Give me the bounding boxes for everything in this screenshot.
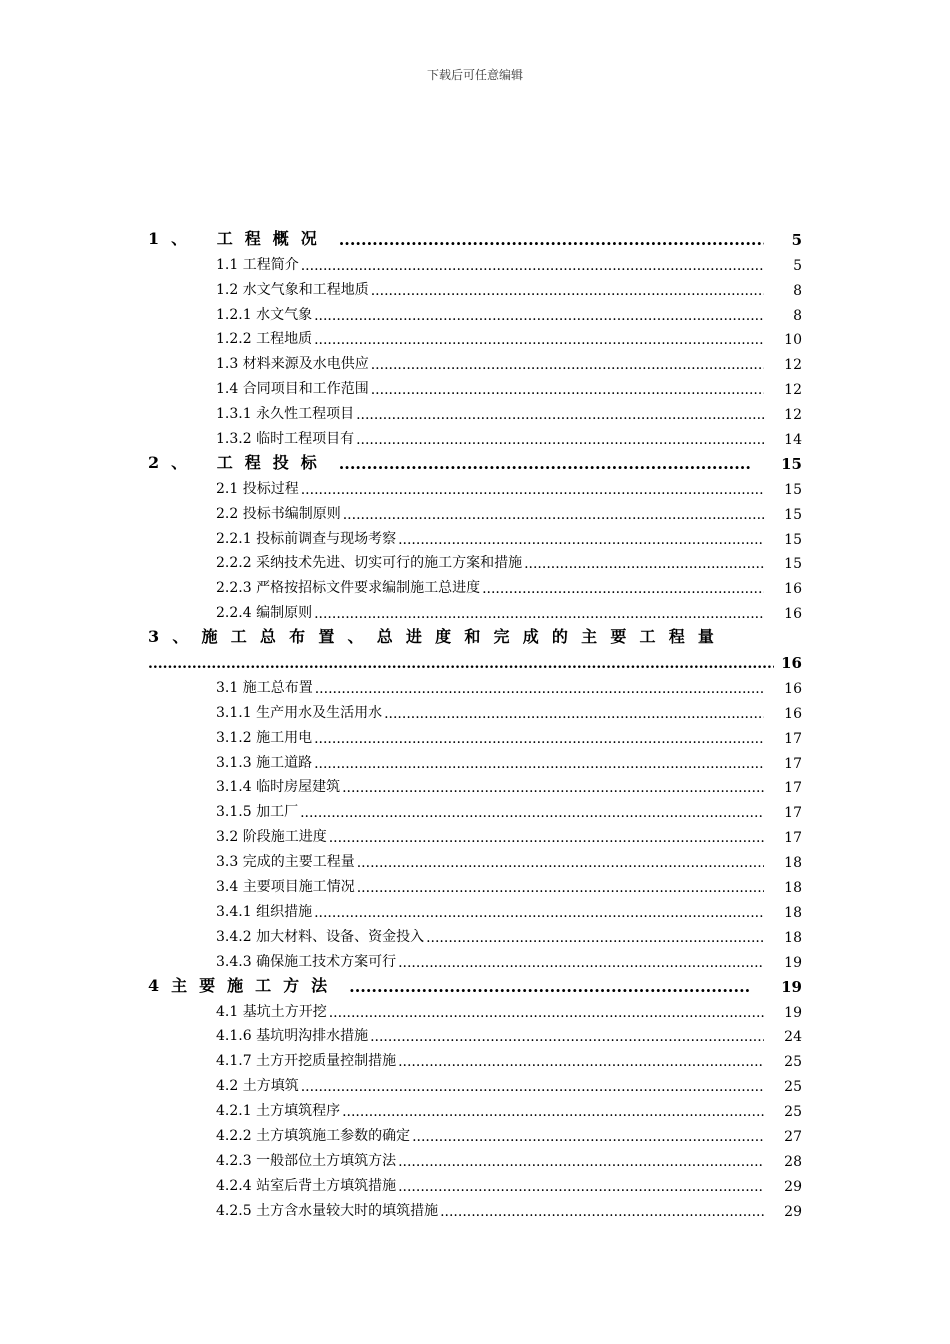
toc-page-number: 17 [784, 780, 802, 797]
toc-entry-label: 4.2.2 土方填筑施工参数的确定 [216, 1127, 411, 1144]
toc-page-number: 10 [784, 332, 802, 349]
toc-entry-label: 3.4 主要项目施工情况 [216, 879, 355, 896]
table-of-contents [148, 224, 802, 1220]
toc-page-number: 15 [784, 531, 802, 548]
toc-leader-dots [398, 1154, 764, 1170]
toc-entry-label: 2.2.4 编制原则 [216, 605, 313, 622]
toc-entry-label: 3.2 阶段施工进度 [216, 829, 327, 846]
toc-leader-dots [300, 805, 764, 821]
toc-entry[interactable] [148, 398, 802, 423]
toc-leader-dots [398, 1179, 764, 1195]
toc-entry[interactable] [148, 622, 802, 647]
toc-entry[interactable] [148, 772, 802, 797]
toc-entry[interactable] [148, 1120, 802, 1145]
toc-entry-label: 1.4 合同项目和工作范围 [216, 381, 369, 398]
toc-entry-label: 2.1 投标过程 [216, 480, 299, 497]
toc-entry[interactable] [148, 1095, 802, 1120]
toc-entry-label: 4主要施工方法 [148, 975, 340, 995]
toc-entry[interactable] [148, 747, 802, 772]
toc-entry-label: 3.3 完成的主要工程量 [216, 854, 355, 871]
toc-leader-dots [426, 930, 764, 946]
toc-leader-dots [349, 977, 750, 996]
toc-leader-dots [384, 706, 764, 722]
toc-entry-label: 1.3 材料来源及水电供应 [216, 356, 369, 373]
toc-page-number: 18 [784, 904, 802, 921]
toc-page-number: 16 [781, 654, 802, 673]
page-header: 下载后可任意编辑 [426, 68, 523, 82]
toc-entry-label: 3.4.1 组织措施 [216, 903, 313, 920]
toc-page-number: 16 [784, 606, 802, 623]
toc-leader-dots [301, 1079, 764, 1095]
toc-leader-dots [524, 556, 764, 572]
toc-leader-dots [342, 1104, 764, 1120]
toc-page-number: 17 [784, 805, 802, 822]
toc-entry[interactable] [148, 299, 802, 324]
toc-entry[interactable] [148, 971, 802, 996]
toc-entry[interactable] [148, 473, 802, 498]
toc-entry[interactable] [148, 921, 802, 946]
toc-entry-label: 1.3.1 永久性工程项目 [216, 406, 355, 423]
toc-entry[interactable] [148, 324, 802, 349]
toc-page-number: 25 [784, 1104, 802, 1121]
toc-entry[interactable] [148, 1170, 802, 1195]
toc-page-number: 19 [784, 954, 802, 971]
toc-leader-dots [329, 830, 764, 846]
toc-page-number: 16 [784, 581, 802, 598]
toc-entry-label: 4.2.5 土方含水量较大时的填筑措施 [216, 1202, 439, 1219]
toc-leader-dots [301, 482, 764, 498]
toc-page-number: 8 [793, 282, 802, 299]
toc-leader-dots [356, 407, 764, 423]
toc-entry-label: 3.4.2 加大材料、设备、资金投入 [216, 928, 425, 945]
toc-entry-label: 1.2.2 工程地质 [216, 331, 313, 348]
toc-entry[interactable] [148, 1195, 802, 1220]
toc-entry-label: 4.2.3 一般部位土方填筑方法 [216, 1152, 397, 1169]
toc-entry[interactable] [148, 1145, 802, 1170]
toc-page-number: 8 [793, 307, 802, 324]
toc-entry-label: 2.2 投标书编制原则 [216, 505, 341, 522]
toc-leader-dots [357, 880, 764, 896]
toc-leader-dots [482, 581, 764, 597]
toc-leader-dots [357, 855, 764, 871]
toc-leader-dots [342, 780, 764, 796]
toc-leader-dots [314, 731, 764, 747]
toc-entry[interactable] [148, 373, 802, 398]
toc-leader-dots [301, 258, 764, 274]
toc-entry-label: 2.2.3 严格按招标文件要求编制施工总进度 [216, 580, 481, 597]
toc-leader-dots [398, 955, 764, 971]
toc-entry-label: 4.2.1 土方填筑程序 [216, 1103, 341, 1120]
toc-leader-dots [412, 1129, 764, 1145]
toc-entry-label: 2、 工程投标 [148, 452, 329, 472]
toc-leader-dots [371, 283, 764, 299]
toc-leader-dots [329, 1005, 764, 1021]
toc-page-number: 19 [784, 1004, 802, 1021]
toc-entry-label: 3.4.3 确保施工技术方案可行 [216, 953, 397, 970]
toc-page-number: 15 [784, 506, 802, 523]
toc-page-number: 25 [784, 1054, 802, 1071]
toc-page-number: 28 [784, 1153, 802, 1170]
toc-page-number: 27 [784, 1128, 802, 1145]
toc-entry[interactable] [148, 249, 802, 274]
toc-entry[interactable] [148, 523, 802, 548]
toc-page-number: 16 [784, 705, 802, 722]
toc-entry[interactable] [148, 572, 802, 597]
toc-leader-dots [343, 507, 764, 523]
toc-leader-dots [398, 1054, 764, 1070]
toc-page-number: 15 [784, 481, 802, 498]
toc-entry[interactable] [148, 871, 802, 896]
toc-leader-dots [148, 656, 774, 672]
toc-entry-label: 1、 工程概况 [148, 228, 329, 248]
toc-entry[interactable] [148, 1070, 802, 1095]
toc-page-number: 12 [784, 357, 802, 374]
toc-entry-label: 4.2.4 站室后背土方填筑措施 [216, 1177, 397, 1194]
toc-entry-label: 4.1.6 基坑明沟排水措施 [216, 1028, 369, 1045]
toc-entry[interactable] [148, 846, 802, 871]
toc-leader-dots [314, 332, 764, 348]
toc-page-number: 15 [784, 556, 802, 573]
toc-page-number: 29 [784, 1203, 802, 1220]
toc-entry-label: 3.1.5 加工厂 [216, 804, 299, 821]
toc-leader-dots [371, 357, 764, 373]
toc-entry-label: 4.1.7 土方开挖质量控制措施 [216, 1053, 397, 1070]
toc-page-number: 17 [784, 730, 802, 747]
toc-page-number: 12 [784, 382, 802, 399]
toc-page-number: 17 [784, 830, 802, 847]
toc-entry[interactable] [148, 647, 802, 672]
toc-entry[interactable] [148, 597, 802, 622]
toc-entry-label: 3.1.2 施工用电 [216, 729, 313, 746]
toc-page-number: 25 [784, 1079, 802, 1096]
toc-entry[interactable] [148, 796, 802, 821]
toc-leader-dots [315, 681, 764, 697]
toc-entry[interactable] [148, 498, 802, 523]
toc-entry-label: 3.1.4 临时房屋建筑 [216, 779, 341, 796]
toc-leader-dots [314, 606, 764, 622]
toc-leader-dots [314, 756, 764, 772]
toc-leader-dots [314, 905, 764, 921]
toc-entry[interactable] [148, 996, 802, 1021]
toc-entry[interactable] [148, 896, 802, 921]
toc-leader-dots [314, 308, 764, 324]
toc-page-number: 17 [784, 755, 802, 772]
toc-page-number: 18 [784, 855, 802, 872]
toc-entry[interactable] [148, 1021, 802, 1046]
toc-entry-label: 2.2.1 投标前调查与现场考察 [216, 530, 397, 547]
toc-entry-label: 3、施工总布置、总进度和完成的主要工程量 [148, 627, 728, 647]
toc-page-number: 5 [793, 257, 802, 274]
toc-entry[interactable] [148, 722, 802, 747]
toc-entry[interactable] [148, 821, 802, 846]
toc-page-number: 16 [784, 680, 802, 697]
toc-entry-label: 4.2 土方填筑 [216, 1078, 299, 1095]
toc-page-number: 19 [781, 977, 802, 996]
toc-page-number: 5 [791, 230, 802, 249]
toc-entry[interactable] [148, 274, 802, 299]
toc-page-number: 29 [784, 1178, 802, 1195]
toc-leader-dots [398, 532, 764, 548]
toc-page-number: 18 [784, 880, 802, 897]
toc-entry-label: 3.1.1 生产用水及生活用水 [216, 704, 383, 721]
toc-entry-label: 3.1 施工总布置 [216, 679, 313, 696]
toc-entry-label: 3.1.3 施工道路 [216, 754, 313, 771]
toc-leader-dots [356, 432, 764, 448]
toc-entry[interactable] [148, 423, 802, 448]
toc-entry-label: 1.1 工程简介 [216, 256, 299, 273]
toc-entry-label: 1.2 水文气象和工程地质 [216, 281, 369, 298]
toc-leader-dots [440, 1204, 764, 1220]
toc-entry[interactable] [148, 697, 802, 722]
toc-page-number: 12 [784, 407, 802, 424]
toc-entry[interactable] [148, 1045, 802, 1070]
toc-page-number: 15 [781, 454, 802, 473]
toc-entry[interactable] [148, 224, 802, 249]
toc-page-number: 24 [784, 1029, 802, 1046]
toc-entry[interactable] [148, 672, 802, 697]
toc-page-number: 18 [784, 929, 802, 946]
toc-leader-dots [370, 1029, 764, 1045]
toc-leader-dots [339, 230, 764, 249]
toc-entry[interactable] [148, 348, 802, 373]
toc-leader-dots [371, 382, 764, 398]
toc-entry-label: 1.3.2 临时工程项目有 [216, 431, 355, 448]
toc-entry-label: 1.2.1 水文气象 [216, 306, 313, 323]
toc-entry-label: 4.1 基坑土方开挖 [216, 1003, 327, 1020]
toc-entry[interactable] [148, 548, 802, 573]
toc-page-number: 14 [784, 432, 802, 449]
toc-entry[interactable] [148, 946, 802, 971]
toc-leader-dots [339, 454, 750, 473]
toc-entry-label: 2.2.2 采纳技术先进、切实可行的施工方案和措施 [216, 555, 523, 572]
toc-entry[interactable] [148, 448, 802, 473]
